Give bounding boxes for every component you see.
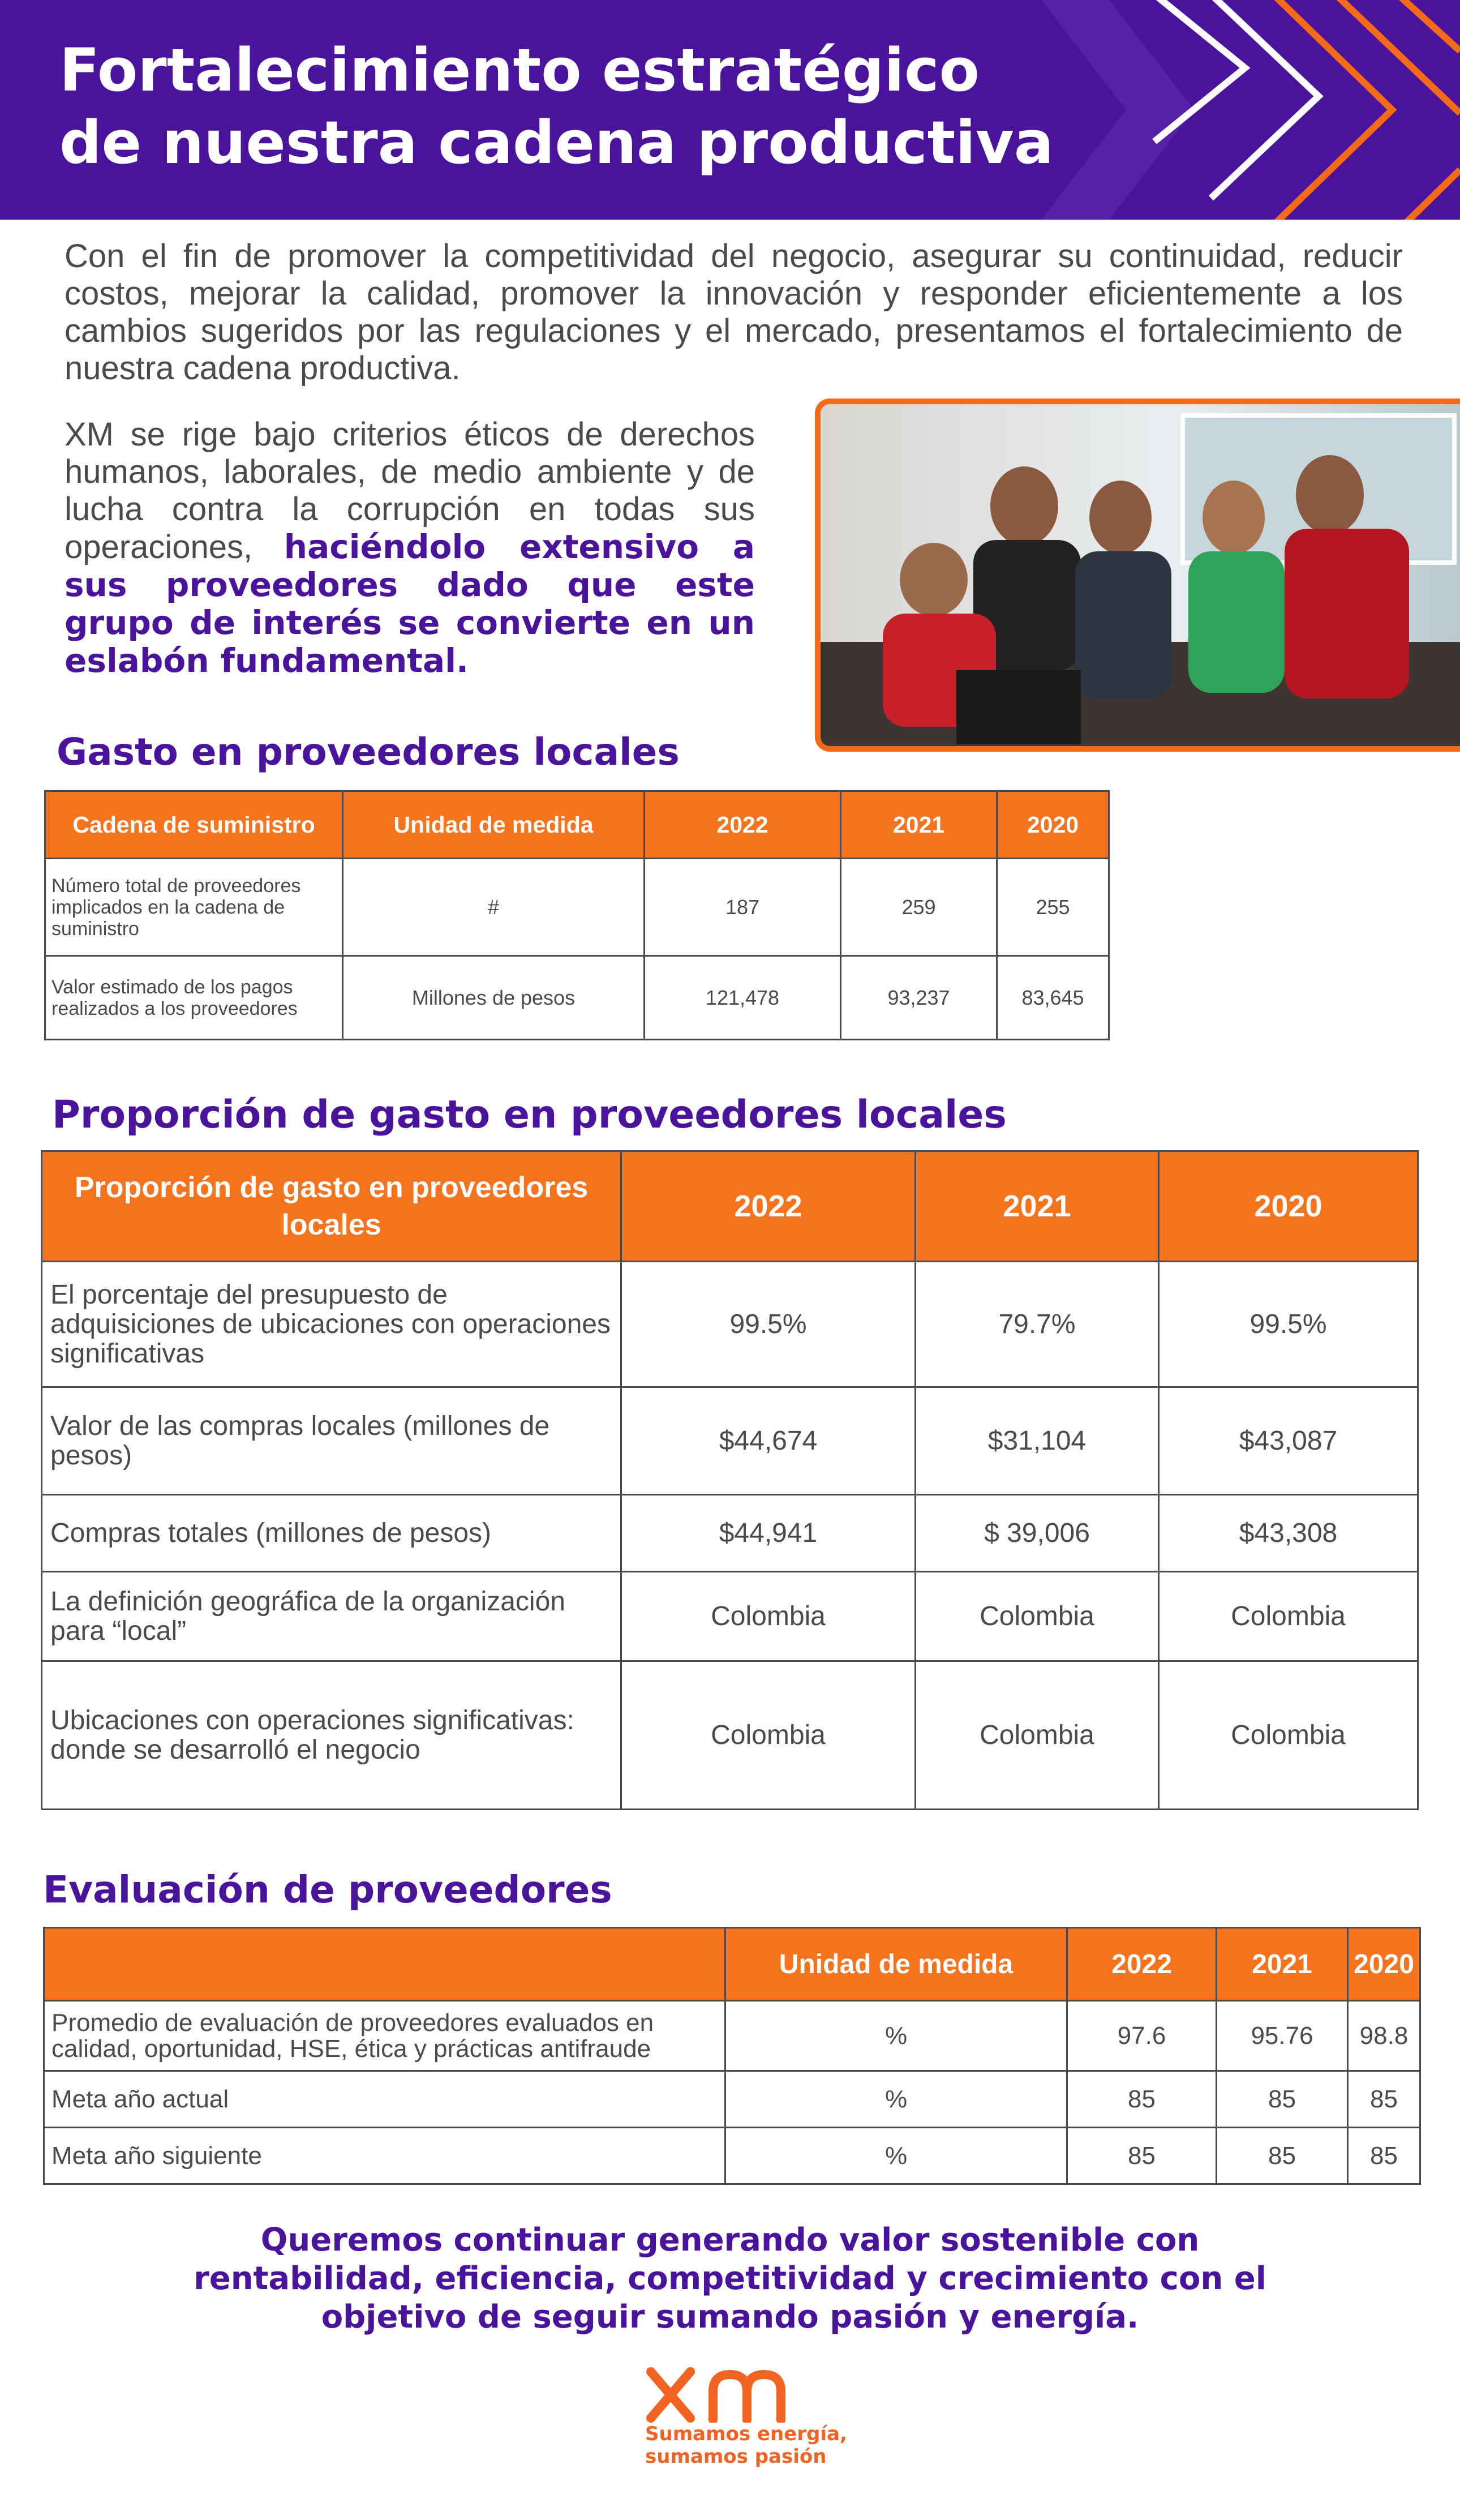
table-cell: 83,645	[997, 956, 1109, 1040]
table-cell: 259	[841, 859, 997, 956]
table-cell: $44,941	[621, 1495, 916, 1572]
table-cell: Valor estimado de los pagos realizados a los proveedores	[45, 956, 343, 1040]
table-cell: 99.5%	[1159, 1262, 1418, 1387]
column-header: Unidad de medida	[343, 791, 645, 859]
table-header-row	[45, 791, 1109, 859]
table-cell: Colombia	[1159, 1661, 1418, 1810]
table-cell: Millones de pesos	[343, 956, 645, 1040]
intro-paragraph-1: Con el fin de promover la competitividad del negocio, asegurar su continuidad, reducir costos, mejorar la calidad, promover la innovación y responder eficientemente a los cambios sugeridos por las regulaciones y el mercado, presentamos el fortalecimiento de nuestra cadena productiva.	[65, 238, 1403, 387]
closing-statement	[170, 2221, 1290, 2337]
table-row	[44, 2001, 1420, 2071]
evaluacion-table	[43, 1927, 1421, 2185]
table-row	[45, 859, 1109, 956]
table-cell: 85	[1067, 2071, 1217, 2128]
table-cell: Colombia	[621, 1572, 916, 1661]
gasto-table	[44, 790, 1110, 1040]
table-cell: 85	[1348, 2071, 1420, 2128]
table-cell: 99.5%	[621, 1262, 916, 1387]
table-row	[42, 1495, 1418, 1572]
closing-line-3: objetivo de seguir sumando pasión y energía.	[321, 2299, 1139, 2335]
table-row	[44, 2071, 1420, 2128]
team-photo	[815, 398, 1460, 752]
intro-paragraph-2-text: XM se rige bajo criterios éticos de derechos humanos, laborales, de medio ambiente y de lucha contra la corrupción en todas sus operaciones,	[65, 416, 755, 565]
intro-paragraph-2	[65, 416, 755, 680]
column-header: 2020	[1159, 1151, 1418, 1262]
table-row	[42, 1661, 1418, 1810]
table-cell: Colombia	[1159, 1572, 1418, 1661]
table-cell: Colombia	[621, 1661, 916, 1810]
logo-tagline	[645, 2423, 847, 2468]
table-cell: Colombia	[916, 1572, 1159, 1661]
table-row	[44, 2128, 1420, 2184]
table-cell: 121,478	[645, 956, 841, 1040]
table-row	[45, 956, 1109, 1040]
table-cell: 85	[1217, 2071, 1348, 2128]
table-cell: 97.6	[1067, 2001, 1217, 2071]
table-cell: $43,087	[1159, 1387, 1418, 1495]
table-cell: 93,237	[841, 956, 997, 1040]
logo-tagline-2: sumamos pasión	[645, 2445, 827, 2468]
table-cell: %	[725, 2001, 1067, 2071]
table-cell: #	[343, 859, 645, 956]
column-header: 2021	[916, 1151, 1159, 1262]
header-banner	[0, 0, 1460, 220]
table-cell: 98.8	[1348, 2001, 1420, 2071]
table-cell: 85	[1348, 2128, 1420, 2184]
table-cell: El porcentaje del presupuesto de adquisiciones de ubicaciones con operaciones significativas	[42, 1262, 621, 1387]
table-cell: 85	[1067, 2128, 1217, 2184]
table-cell: Ubicaciones con operaciones significativas: donde se desarrolló el negocio	[42, 1661, 621, 1810]
table-cell: 79.7%	[916, 1262, 1159, 1387]
title-line-1: Fortalecimiento estratégico	[59, 36, 980, 105]
closing-line-1: Queremos continuar generando valor sostenible con	[260, 2222, 1200, 2258]
table-cell: Número total de proveedores implicados en la cadena de suministro	[45, 859, 343, 956]
table-cell: $43,308	[1159, 1495, 1418, 1572]
table-cell: %	[725, 2128, 1067, 2184]
table-row	[42, 1262, 1418, 1387]
table-cell: Valor de las compras locales (millones de pesos)	[42, 1387, 621, 1495]
column-header: 2022	[645, 791, 841, 859]
table-cell: Colombia	[916, 1661, 1159, 1810]
column-header: Cadena de suministro	[45, 791, 343, 859]
section-title-gasto: Gasto en proveedores locales	[57, 730, 680, 774]
team-photo-illustration	[821, 404, 1460, 746]
column-header: 2021	[1217, 1928, 1348, 2001]
table-header-row	[42, 1151, 1418, 1262]
table-cell: $ 39,006	[916, 1495, 1159, 1572]
page-title	[59, 34, 1135, 179]
proporcion-table	[41, 1150, 1419, 1810]
column-header: 2020	[997, 791, 1109, 859]
table-cell: %	[725, 2071, 1067, 2128]
table-cell: $31,104	[916, 1387, 1159, 1495]
table-cell: 85	[1217, 2128, 1348, 2184]
column-header: Unidad de medida	[725, 1928, 1067, 2001]
table-cell: 187	[645, 859, 841, 956]
table-header-row	[44, 1928, 1420, 2001]
column-header: Proporción de gasto en proveedores locales	[42, 1151, 621, 1262]
xm-logo-icon	[645, 2366, 826, 2423]
table-cell: Meta año actual	[44, 2071, 725, 2128]
column-header	[44, 1928, 725, 2001]
table-cell: $44,674	[621, 1387, 916, 1495]
table-cell: Compras totales (millones de pesos)	[42, 1495, 621, 1572]
table-row	[42, 1572, 1418, 1661]
column-header: 2020	[1348, 1928, 1420, 2001]
section-title-evaluacion: Evaluación de proveedores	[43, 1868, 612, 1912]
table-cell: Meta año siguiente	[44, 2128, 725, 2184]
table-cell: 95.76	[1217, 2001, 1348, 2071]
intro-paragraph-2-highlight: haciéndolo extensivo a sus proveedores dado que este grupo de interés se convierte en un eslabón fundamental.	[65, 528, 755, 680]
logo-tagline-1: Sumamos energía,	[645, 2423, 847, 2445]
table-cell: Promedio de evaluación de proveedores evaluados en calidad, oportunidad, HSE, ética y prácticas antifraude	[44, 2001, 725, 2071]
table-cell: La definición geográfica de la organización para “local”	[42, 1572, 621, 1661]
title-line-2: de nuestra cadena productiva	[59, 108, 1054, 177]
column-header: 2022	[621, 1151, 916, 1262]
closing-line-2: rentabilidad, eficiencia, competitividad y crecimiento con el	[194, 2260, 1266, 2297]
table-row	[42, 1387, 1418, 1495]
table-cell: 255	[997, 859, 1109, 956]
column-header: 2022	[1067, 1928, 1217, 2001]
column-header: 2021	[841, 791, 997, 859]
section-title-proporcion: Proporción de gasto en proveedores locales	[52, 1092, 1007, 1137]
